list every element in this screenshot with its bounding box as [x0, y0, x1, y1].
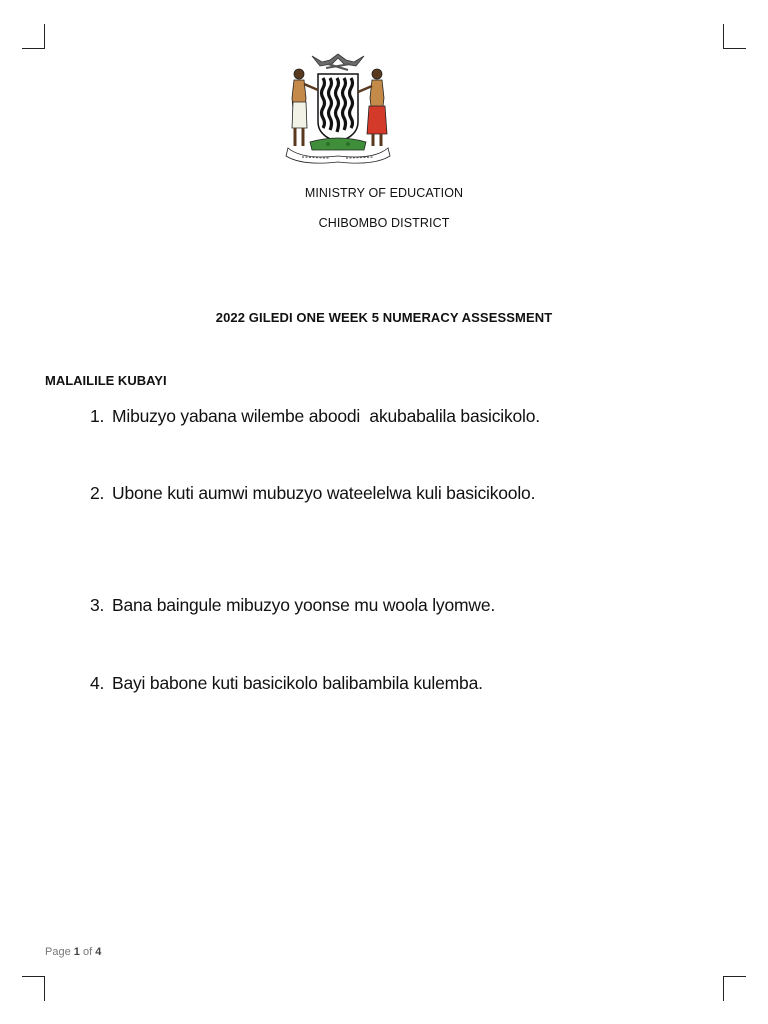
item-number: 2. — [90, 483, 105, 503]
crop-mark-top-left — [22, 24, 45, 49]
page-footer — [45, 946, 101, 958]
page-word: Page — [45, 946, 71, 958]
item-number: 4. — [90, 673, 105, 693]
of-word: of — [82, 946, 93, 958]
list-item — [90, 483, 535, 504]
item-number: 3. — [90, 595, 105, 615]
document-title: 2022 GILEDI ONE WEEK 5 NUMERACY ASSESSMENT — [215, 310, 553, 325]
ministry-name: MINISTRY OF EDUCATION — [304, 186, 464, 200]
crop-mark-bottom-right — [723, 976, 746, 1001]
item-number: 1. — [90, 406, 105, 426]
item-text: Mibuzyo yabana wilembe aboodi akubabalila basicikolo. — [112, 406, 540, 426]
total-pages-number: 4 — [95, 946, 102, 958]
list-item — [90, 406, 540, 427]
item-text: Ubone kuti aumwi mubuzyo wateelelwa kuli basicikoolo. — [112, 483, 536, 503]
list-item — [90, 673, 483, 694]
current-page-number: 1 — [73, 946, 80, 958]
district-name: CHIBOMBO DISTRICT — [318, 216, 450, 230]
crop-mark-top-right — [723, 24, 746, 49]
item-text: Bana baingule mibuzyo yoonse mu woola lyomwe. — [112, 595, 496, 615]
list-item — [90, 595, 495, 616]
crop-mark-bottom-left — [22, 976, 45, 1001]
instructions-heading: MALAILILE KUBAYI — [45, 373, 167, 388]
item-text: Bayi babone kuti basicikolo balibambila kulemba. — [112, 673, 483, 693]
coat-of-arms-emblem — [282, 50, 394, 166]
